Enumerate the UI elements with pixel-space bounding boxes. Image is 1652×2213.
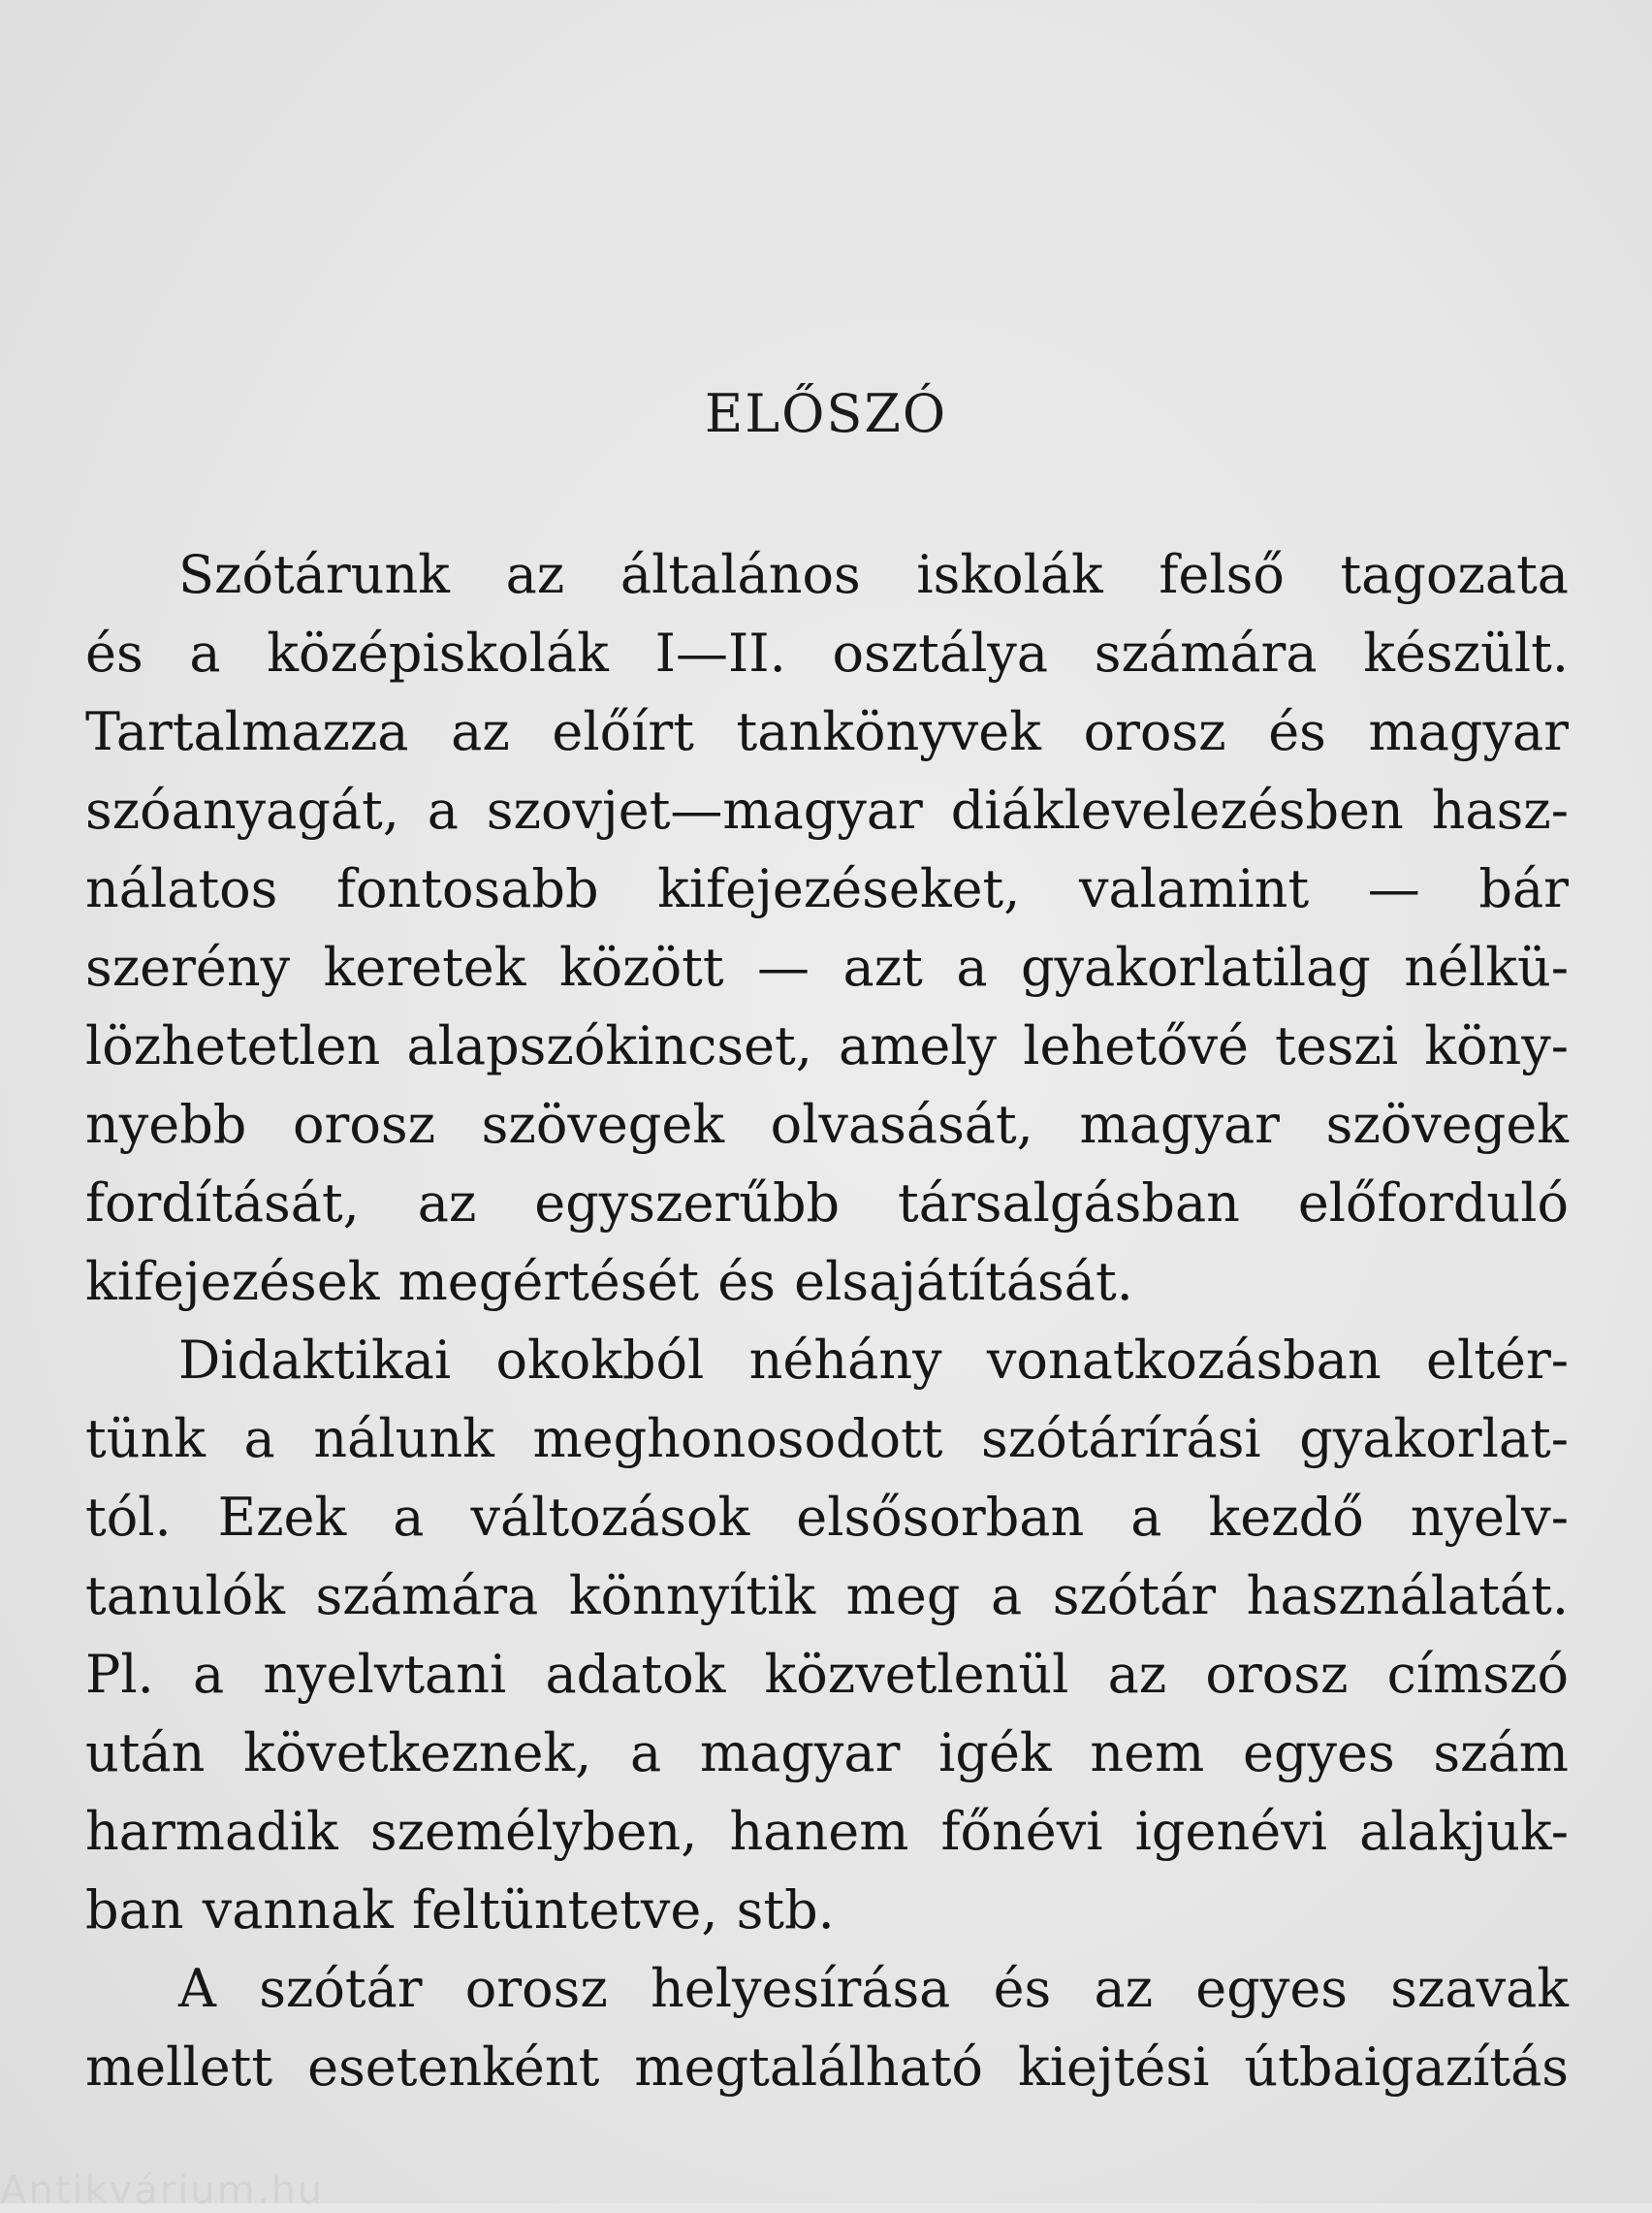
text-line: szóanyagát, a szovjet—magyar diáklevelezésben hasz- <box>85 780 1569 841</box>
text-line: mellett esetenként megtalálható kiejtési útbaigazítás <box>85 2037 1569 2098</box>
text-line: nálatos fontosabb kifejezéseket, valamint — bár <box>85 858 1569 919</box>
text-line: Didaktikai okokból néhány vonatkozásban eltér- <box>178 1330 1569 1391</box>
text-line: szerény keretek között — azt a gyakorlatilag nélkü- <box>85 937 1569 998</box>
text-line: A szótár orosz helyesírása és az egyes szavak <box>178 1958 1569 2019</box>
watermark: Antikvárium.hu <box>0 2168 325 2213</box>
text-line: és a középiskolák I—II. osztálya számára készült. <box>85 623 1569 684</box>
text-line: fordítását, az egyszerűbb társalgásban előforduló <box>85 1172 1569 1234</box>
text-line: Szótárunk az általános iskolák felső tagozata <box>178 544 1569 605</box>
text-line: tól. Ezek a változások elsősorban a kezdő nyelv- <box>85 1487 1569 1548</box>
text-line: után következnek, a magyar igék nem egyes szám <box>85 1722 1569 1783</box>
text-line: harmadik személyben, hanem főnévi igenévi alakjuk- <box>85 1801 1569 1862</box>
text-line: kifejezések megértését és elsajátítását. <box>85 1251 1133 1312</box>
text-line: Pl. a nyelvtani adatok közvetlenül az orosz címszó <box>85 1644 1569 1705</box>
preface-body <box>85 535 1569 2106</box>
text-line: lözhetetlen alapszókincset, amely lehetővé teszi köny- <box>85 1015 1569 1076</box>
page-title: ELŐSZÓ <box>704 383 948 444</box>
text-line: Tartalmazza az előírt tankönyvek orosz és magyar <box>85 701 1569 762</box>
text-line: ban vannak feltüntetve, stb. <box>85 1879 835 1940</box>
text-line: tanulók számára könnyítik meg a szótár használatát. <box>85 1565 1569 1626</box>
text-line: tünk a nálunk meghonosodott szótárírási gyakorlat- <box>85 1408 1569 1469</box>
text-line: nyebb orosz szövegek olvasását, magyar szövegek <box>85 1094 1569 1155</box>
